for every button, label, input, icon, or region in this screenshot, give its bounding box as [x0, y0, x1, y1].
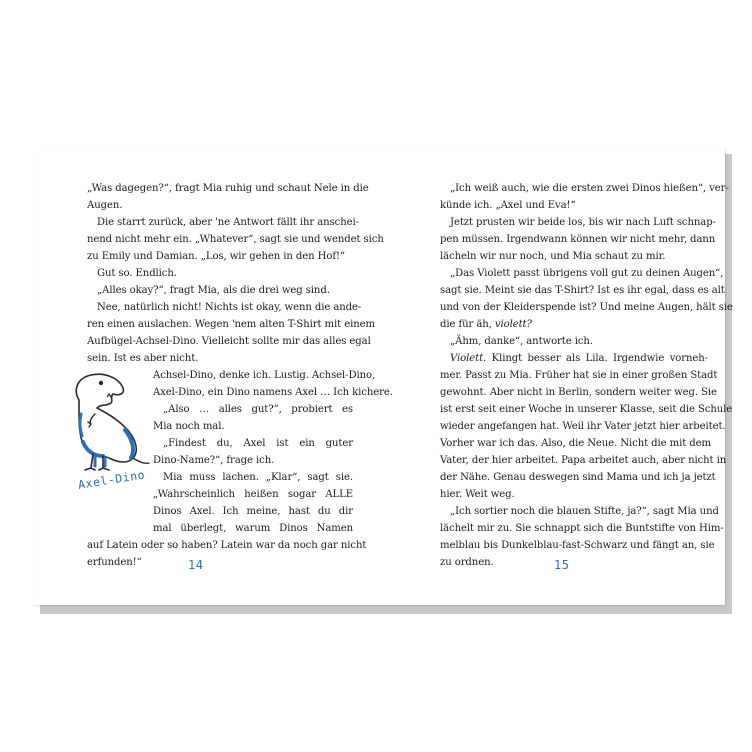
- dinosaur-drawing-icon: [39, 370, 151, 480]
- text-line: künde ich. „Axel und Eva!“: [440, 200, 576, 211]
- text-line: Dino-Name?“, frage ich.: [153, 455, 275, 466]
- text-line: „Alles okay?“, fragt Mia, als die drei weg sind.: [97, 285, 330, 296]
- text-fragment-italic: violett?: [494, 319, 532, 330]
- text-line: „Ähm, danke“, antworte ich.: [450, 336, 593, 347]
- text-line: Nee, natürlich nicht! Nichts ist okay, wenn die ande-: [97, 302, 362, 313]
- text-line: lächeln wir nur noch, und Mia schaut zu mir.: [440, 251, 666, 262]
- text-line: Mia noch mal.: [153, 421, 225, 432]
- text-line: Die starrt zurück, aber 'ne Antwort fällt ihr anschei-: [97, 217, 359, 228]
- illustration-caption: Axel-Dino: [77, 467, 147, 492]
- text-line: auf Latein oder so haben? Latein war da noch gar nicht: [87, 540, 367, 551]
- text-line: gewohnt. Aber nicht in Berlin, sondern weiter weg. Sie: [440, 387, 717, 398]
- text-line: wieder angefangen hat. Weil ihr Vater jetzt hier arbeitet.: [440, 421, 726, 432]
- text-line: Augen.: [87, 200, 123, 211]
- text-line: sagt sie. Meint sie das T-Shirt? Ist es ihr egal, dass es alt: [440, 285, 725, 296]
- text-line: Dinos Axel. Ich meine, hast du dir: [153, 506, 353, 517]
- text-line: melblau bis Dunkelblau-fast-Schwarz und fängt an, sie: [440, 540, 715, 551]
- text-line: Aufbügel-Achsel-Dino. Vielleicht sollte mir das alles egal: [87, 336, 371, 347]
- text-line: „Findest du, Axel ist ein guter: [163, 438, 353, 449]
- text-line: „Was dagegen?“, fragt Mia ruhig und schaut Nele in die: [87, 183, 369, 194]
- text-line: Vorher war ich das. Also, die Neue. Nicht die mit dem: [440, 438, 712, 449]
- text-fragment-italic: Violett.: [450, 353, 487, 364]
- text-line: erfunden!“: [87, 557, 142, 568]
- text-line: Axel-Dino, ein Dino namens Axel … Ich kichere.: [153, 387, 393, 398]
- page-number: 14: [188, 558, 204, 572]
- book-spread: [33, 148, 733, 605]
- text-line: hier. Weit weg.: [440, 489, 515, 500]
- page-number: 15: [554, 558, 570, 572]
- text-line: [440, 350, 708, 367]
- text-line: „Also … alles gut?“, probiert es: [163, 404, 353, 415]
- text-line: „Ich sortier noch die blauen Stifte, ja?“, sagt Mia und: [450, 506, 719, 517]
- right-page: [379, 148, 733, 605]
- text-line: ist erst seit einer Woche in unserer Klasse, seit die Schule: [440, 404, 733, 415]
- text-line: zu ordnen.: [440, 557, 494, 568]
- text-line: mal überlegt, warum Dinos Namen: [153, 523, 353, 534]
- text-line: zu Emily und Damian. „Los, wir gehen in den Hof!“: [87, 251, 345, 262]
- text-line: Mia muss lachen. „Klar“, sagt sie.: [163, 472, 353, 483]
- text-line: Achsel-Dino, denke ich. Lustig. Achsel-Dino,: [153, 370, 376, 381]
- text-line: und von der Kleiderspende ist? Und meine Augen, hält sie: [440, 302, 733, 313]
- text-line: nend nicht mehr ein. „Whatever“, sagt sie und wendet sich: [87, 234, 384, 245]
- text-fragment: die für äh,: [440, 319, 492, 330]
- text-line: mer. Passt zu Mia. Früher hat sie in einer großen Stadt: [440, 370, 718, 381]
- text-line: ren einen auslachen. Wegen 'nem alten T-Shirt mit einem: [87, 319, 375, 330]
- right-page-text: [440, 180, 733, 571]
- text-fragment: Klingt besser als Lila. Irgendwie vorneh-: [491, 353, 708, 364]
- text-line: der Nähe. Genau deswegen sind Mama und ich ja jetzt: [440, 472, 716, 483]
- text-line: „Das Violett passt übrigens voll gut zu deinen Augen“,: [450, 268, 724, 279]
- text-line: sein. Ist es aber nicht.: [87, 353, 199, 364]
- text-line: lächelt mir zu. Sie schnappt sich die Buntstifte von Him-: [440, 523, 724, 534]
- text-line: pen müssen. Irgendwann können wir nicht mehr, dann: [440, 234, 716, 245]
- left-page: [33, 148, 393, 605]
- text-line: Jetzt prusten wir beide los, bis wir nach Luft schnap-: [450, 217, 716, 228]
- text-line: Gut so. Endlich.: [97, 268, 177, 279]
- text-line: Vater, der hier arbeitet. Papa arbeitet auch, aber nicht in: [440, 455, 727, 466]
- text-line: „Ich weiß auch, wie die ersten zwei Dinos hießen“, ver-: [450, 183, 729, 194]
- text-line: [440, 316, 708, 333]
- text-line: „Wahrscheinlich heißen sogar ALLE: [153, 489, 353, 500]
